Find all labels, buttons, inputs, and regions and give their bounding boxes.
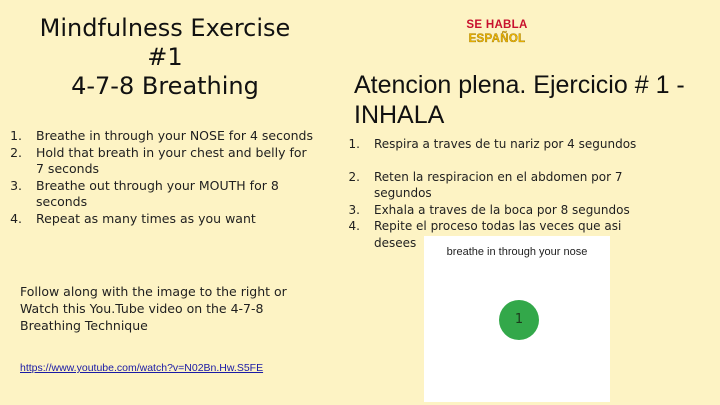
step-number: 3. xyxy=(10,177,22,193)
step-number: 2. xyxy=(10,144,22,160)
step-text: Repite el proceso todas las veces que asi desees xyxy=(374,219,622,250)
step-text: Repeat as many times as you want xyxy=(36,210,256,226)
list-item xyxy=(0,178,318,211)
step-number: 4. xyxy=(348,219,360,233)
step-number: 2. xyxy=(348,169,360,184)
title-line-2: #1 xyxy=(147,43,183,71)
list-item xyxy=(0,128,318,145)
step-text: Respira a traves de tu nariz por 4 segundos xyxy=(374,137,637,151)
youtube-link[interactable]: https://www.youtube.com/watch?v=N02Bn.Hw.S5FE xyxy=(20,362,264,374)
title-line-1: Mindfulness Exercise xyxy=(39,14,291,42)
list-item xyxy=(326,169,656,202)
step-text: Breathe out through your MOUTH for 8 seconds xyxy=(36,177,279,209)
logo-line-2: ESPAÑOL xyxy=(468,33,526,45)
title-line-3: 4-7-8 Breathing xyxy=(71,72,259,100)
step-text: Breathe in through your NOSE for 4 seconds xyxy=(36,128,313,143)
list-item xyxy=(326,202,656,219)
title-spanish: Atencion plena. Ejercicio # 1 - INHALA xyxy=(354,71,685,129)
animation-caption: breathe in through your nose xyxy=(446,246,588,258)
steps-list-english xyxy=(0,128,318,227)
step-text: Exhala a traves de la boca por 8 segundos xyxy=(374,202,630,217)
step-number: 4. xyxy=(10,210,22,226)
list-item xyxy=(0,145,318,178)
step-number: 1. xyxy=(348,137,360,151)
steps-list-spanish xyxy=(326,136,656,251)
breathing-animation xyxy=(424,236,610,402)
logo-line-1: SE HABLA xyxy=(466,19,528,31)
se-habla-espanol-logo xyxy=(460,18,534,46)
title-english xyxy=(20,14,310,101)
step-text: Hold that breath in your chest and belly for 7 seconds xyxy=(36,144,307,176)
breath-counter-circle xyxy=(499,300,539,340)
step-text: Reten la respiracion en el abdomen por 7 segundos xyxy=(374,169,623,200)
follow-along-text: Follow along with the image to the right or Watch this You.Tube video on the 4-7-8 Breathing Technique xyxy=(20,284,287,333)
list-item xyxy=(0,211,318,228)
step-number: 1. xyxy=(10,128,22,143)
breath-counter: 1 xyxy=(514,312,524,327)
step-number: 3. xyxy=(348,202,360,217)
list-item xyxy=(326,136,656,153)
list-spacer xyxy=(326,153,656,169)
